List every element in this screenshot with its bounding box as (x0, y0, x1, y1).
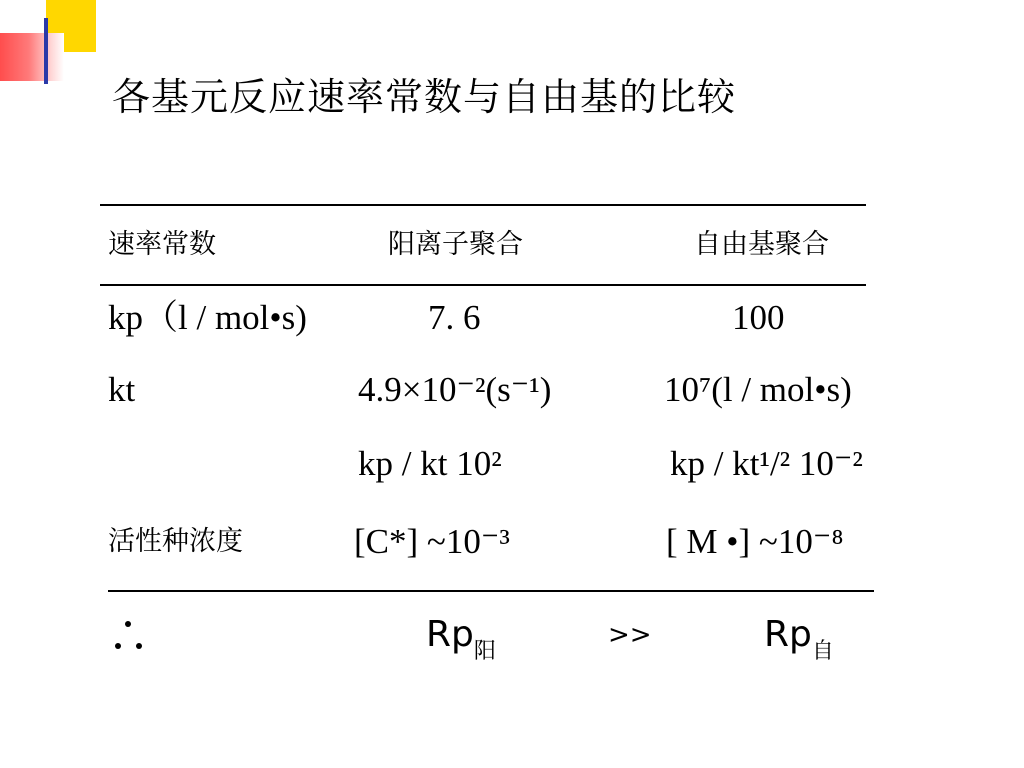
row-kp-label: kp（l / mol•s) (108, 298, 307, 337)
row-kp-cationic: 7. 6 (428, 298, 481, 337)
row-active-species-cationic: [C*] ~10⁻³ (354, 522, 510, 561)
row-kt-label: kt (108, 370, 136, 409)
much-greater-operator: >> (608, 620, 652, 650)
row-kt-radical: 10⁷(l / mol•s) (664, 370, 852, 409)
therefore-symbol (112, 617, 148, 657)
rp-cationic-main: Rp (426, 614, 474, 655)
row-active-species-label: 活性种浓度 (108, 526, 243, 557)
rp-radical-main: Rp (764, 614, 812, 655)
table-header-rule (100, 284, 866, 286)
header-cationic-polymerization: 阳离子聚合 (388, 229, 523, 260)
table-bottom-rule (108, 590, 874, 592)
row-active-species-radical: [ M •] ~10⁻⁸ (666, 522, 844, 561)
rp-cationic (426, 614, 496, 664)
table-top-rule (100, 204, 866, 206)
decorative-red-gradient-square (0, 33, 64, 81)
decorative-blue-line (44, 18, 48, 84)
header-rate-constant: 速率常数 (108, 229, 216, 260)
row-kt-cationic: 4.9×10⁻²(s⁻¹) (358, 370, 552, 409)
row-kp-radical: 100 (732, 298, 785, 337)
rp-radical-subscript: 自 (811, 639, 834, 664)
rp-radical (764, 614, 834, 664)
header-radical-polymerization: 自由基聚合 (694, 229, 829, 260)
rp-cationic-subscript: 阳 (473, 639, 496, 664)
row-ratio-cationic: kp / kt 10² (358, 444, 502, 483)
row-ratio-radical: kp / kt¹/² 10⁻² (670, 444, 863, 483)
slide-title: 各基元反应速率常数与自由基的比较 (112, 75, 737, 119)
